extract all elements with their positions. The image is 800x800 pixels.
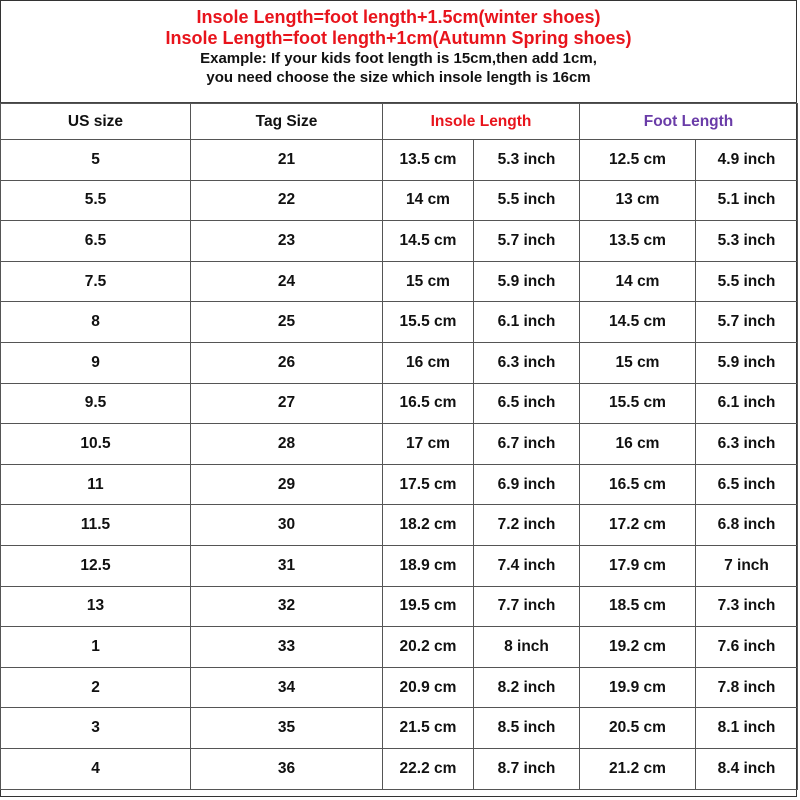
foot-inch-cell: 5.3 inch: [696, 221, 798, 262]
foot-cm-cell: 12.5 cm: [580, 140, 696, 181]
size-table: [0, 103, 798, 790]
autumn-spring-insole-rule: Insole Length=foot length+1cm(Autumn Spring shoes): [165, 28, 632, 48]
foot-cm-cell: 16 cm: [580, 424, 696, 465]
tag-size-cell: 25: [191, 302, 383, 343]
insole-cm-cell: 13.5 cm: [383, 140, 474, 181]
foot-inch-cell: 5.7 inch: [696, 302, 798, 343]
insole-inch-cell: 5.7 inch: [474, 221, 580, 262]
winter-insole-rule: Insole Length=foot length+1.5cm(winter shoes): [196, 7, 601, 27]
foot-inch-cell: 7.8 inch: [696, 667, 798, 708]
foot-cm-cell: 17.2 cm: [580, 505, 696, 546]
table-row: [1, 545, 798, 586]
tag-size-cell: 35: [191, 708, 383, 749]
insole-inch-cell: 6.1 inch: [474, 302, 580, 343]
us-size-cell: 4: [1, 748, 191, 789]
tag-size-cell: 28: [191, 424, 383, 465]
table-row: [1, 627, 798, 668]
foot-cm-cell: 17.9 cm: [580, 545, 696, 586]
us-size-cell: 5: [1, 140, 191, 181]
table-row: [1, 221, 798, 262]
foot-cm-cell: 20.5 cm: [580, 708, 696, 749]
table-row: [1, 180, 798, 221]
tag-size-header: Tag Size: [191, 104, 383, 140]
tag-size-cell: 26: [191, 342, 383, 383]
tag-size-cell: 22: [191, 180, 383, 221]
us-size-cell: 12.5: [1, 545, 191, 586]
insole-inch-cell: 8.5 inch: [474, 708, 580, 749]
us-size-cell: 9.5: [1, 383, 191, 424]
example-line-1: Example: If your kids foot length is 15cm,then add 1cm,: [200, 50, 597, 67]
foot-cm-cell: 15 cm: [580, 342, 696, 383]
insole-cm-cell: 18.2 cm: [383, 505, 474, 546]
insole-inch-cell: 6.3 inch: [474, 342, 580, 383]
table-row: [1, 748, 798, 789]
table-row: [1, 464, 798, 505]
foot-inch-cell: 7.6 inch: [696, 627, 798, 668]
foot-cm-cell: 19.9 cm: [580, 667, 696, 708]
us-size-cell: 7.5: [1, 261, 191, 302]
insole-length-header: Insole Length: [383, 104, 580, 140]
foot-inch-cell: 5.1 inch: [696, 180, 798, 221]
insole-inch-cell: 7.7 inch: [474, 586, 580, 627]
foot-cm-cell: 14 cm: [580, 261, 696, 302]
tag-size-cell: 33: [191, 627, 383, 668]
foot-inch-cell: 6.1 inch: [696, 383, 798, 424]
foot-cm-cell: 13 cm: [580, 180, 696, 221]
us-size-cell: 13: [1, 586, 191, 627]
foot-inch-cell: 7.3 inch: [696, 586, 798, 627]
tag-size-cell: 21: [191, 140, 383, 181]
insole-cm-cell: 17 cm: [383, 424, 474, 465]
foot-cm-cell: 21.2 cm: [580, 748, 696, 789]
us-size-cell: 11: [1, 464, 191, 505]
table-row: [1, 586, 798, 627]
foot-inch-cell: 5.9 inch: [696, 342, 798, 383]
insole-cm-cell: 16.5 cm: [383, 383, 474, 424]
table-row: [1, 383, 798, 424]
us-size-cell: 11.5: [1, 505, 191, 546]
tag-size-cell: 24: [191, 261, 383, 302]
insole-cm-cell: 16 cm: [383, 342, 474, 383]
tag-size-cell: 34: [191, 667, 383, 708]
table-row: [1, 302, 798, 343]
us-size-cell: 9: [1, 342, 191, 383]
insole-cm-cell: 22.2 cm: [383, 748, 474, 789]
insole-cm-cell: 15.5 cm: [383, 302, 474, 343]
insole-inch-cell: 5.5 inch: [474, 180, 580, 221]
insole-inch-cell: 6.9 inch: [474, 464, 580, 505]
insole-cm-cell: 14 cm: [383, 180, 474, 221]
insole-cm-cell: 21.5 cm: [383, 708, 474, 749]
table-row: [1, 424, 798, 465]
foot-length-header: Foot Length: [580, 104, 798, 140]
foot-inch-cell: 7 inch: [696, 545, 798, 586]
table-row: [1, 261, 798, 302]
insole-inch-cell: 5.9 inch: [474, 261, 580, 302]
foot-cm-cell: 15.5 cm: [580, 383, 696, 424]
foot-inch-cell: 6.8 inch: [696, 505, 798, 546]
foot-inch-cell: 6.5 inch: [696, 464, 798, 505]
tag-size-cell: 23: [191, 221, 383, 262]
insole-inch-cell: 6.7 inch: [474, 424, 580, 465]
table-row: [1, 505, 798, 546]
us-size-header: US size: [1, 104, 191, 140]
table-row: [1, 708, 798, 749]
us-size-cell: 2: [1, 667, 191, 708]
foot-cm-cell: 16.5 cm: [580, 464, 696, 505]
us-size-cell: 10.5: [1, 424, 191, 465]
us-size-cell: 3: [1, 708, 191, 749]
insole-cm-cell: 15 cm: [383, 261, 474, 302]
insole-cm-cell: 18.9 cm: [383, 545, 474, 586]
insole-inch-cell: 5.3 inch: [474, 140, 580, 181]
insole-inch-cell: 7.2 inch: [474, 505, 580, 546]
us-size-cell: 8: [1, 302, 191, 343]
table-row: [1, 140, 798, 181]
foot-cm-cell: 13.5 cm: [580, 221, 696, 262]
tag-size-cell: 36: [191, 748, 383, 789]
insole-inch-cell: 8.7 inch: [474, 748, 580, 789]
tag-size-cell: 29: [191, 464, 383, 505]
table-row: [1, 342, 798, 383]
size-chart-header: [0, 0, 797, 103]
table-row: [1, 667, 798, 708]
foot-cm-cell: 14.5 cm: [580, 302, 696, 343]
us-size-cell: 5.5: [1, 180, 191, 221]
foot-cm-cell: 19.2 cm: [580, 627, 696, 668]
foot-inch-cell: 6.3 inch: [696, 424, 798, 465]
foot-cm-cell: 18.5 cm: [580, 586, 696, 627]
tag-size-cell: 31: [191, 545, 383, 586]
tag-size-cell: 27: [191, 383, 383, 424]
tag-size-cell: 32: [191, 586, 383, 627]
us-size-cell: 6.5: [1, 221, 191, 262]
insole-inch-cell: 7.4 inch: [474, 545, 580, 586]
insole-inch-cell: 8.2 inch: [474, 667, 580, 708]
insole-inch-cell: 6.5 inch: [474, 383, 580, 424]
foot-inch-cell: 5.5 inch: [696, 261, 798, 302]
insole-cm-cell: 17.5 cm: [383, 464, 474, 505]
foot-inch-cell: 8.4 inch: [696, 748, 798, 789]
example-line-2: you need choose the size which insole length is 16cm: [206, 69, 591, 86]
us-size-cell: 1: [1, 627, 191, 668]
foot-inch-cell: 8.1 inch: [696, 708, 798, 749]
insole-cm-cell: 20.2 cm: [383, 627, 474, 668]
insole-inch-cell: 8 inch: [474, 627, 580, 668]
tag-size-cell: 30: [191, 505, 383, 546]
table-header-row: [1, 104, 798, 140]
insole-cm-cell: 14.5 cm: [383, 221, 474, 262]
insole-cm-cell: 20.9 cm: [383, 667, 474, 708]
insole-cm-cell: 19.5 cm: [383, 586, 474, 627]
foot-inch-cell: 4.9 inch: [696, 140, 798, 181]
